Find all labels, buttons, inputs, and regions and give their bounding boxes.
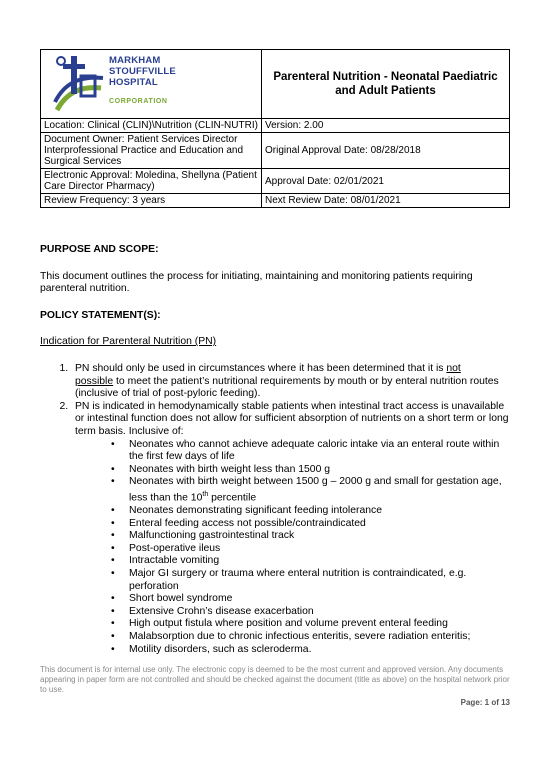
bullet-item: • Post-operative ileus [111, 543, 510, 556]
item2-text: PN is indicated in hemodynamically stable patients when intestinal tract access is unavailable or intestinal function does not allow for sufficient absorption of nutrients on a short term or long term basis. Inclusive of: [75, 400, 509, 437]
item1-text-end: to meet the patient’s nutritional requirements by mouth or by enteral nutrition routes (inclusive of trial of post-pyloric feeding). [75, 375, 499, 400]
document-body [40, 244, 510, 656]
document-title: Parenteral Nutrition - Neonatal Paediatric and Adult Patients [262, 50, 510, 119]
document-footer: This document is for internal use only. The electronic copy is deemed to be the most current and approved version. Any documents appearing in paper form are not controlled and should be checked against the document (title as above) on the hospital network prior to use. [40, 665, 510, 695]
electronic-approval-cell: Electronic Approval: Moledina, Shellyna (Patient Care Director Pharmacy) [41, 169, 262, 194]
item1-underline-not: not [446, 362, 461, 374]
bullet-item: • Short bowel syndrome [111, 593, 510, 606]
bullet-item: • Extensive Crohn’s disease exacerbation [111, 606, 510, 619]
bullet-text-end: percentile [208, 492, 257, 504]
logo-emblem-icon [51, 52, 107, 114]
review-frequency-cell: Review Frequency: 3 years [41, 194, 262, 208]
purpose-heading: PURPOSE AND SCOPE: [40, 244, 159, 255]
bullet-item [111, 476, 510, 505]
bullet-item: • Motility disorders, such as scleroderma. [111, 644, 510, 657]
list-item [71, 401, 510, 656]
bullet-item: • Neonates with birth weight less than 1500 g [111, 464, 510, 477]
owner-cell: Document Owner: Patient Services Director Interprofessional Practice and Education and Surgical Services [41, 133, 262, 169]
logo-cell [41, 50, 262, 119]
superscript: th [202, 490, 209, 498]
policy-subheading: Indication for Parenteral Nutrition (PN) [40, 336, 217, 348]
logo-text-line4: CORPORATION [109, 98, 168, 105]
policy-heading: POLICY STATEMENT(S): [40, 309, 161, 321]
page-number: Page: 1 of 13 [460, 698, 510, 707]
bullet-item: • Malabsorption due to chronic infectious enteritis, severe radiation enteritis; [111, 631, 510, 644]
indication-bullets [75, 439, 510, 657]
next-review-cell: Next Review Date: 08/01/2021 [262, 194, 510, 208]
logo-text-line1: MARKHAM [109, 55, 161, 66]
bullet-item: • Malfunctioning gastrointestinal track [111, 530, 510, 543]
item1-underline-possible: possible [75, 375, 114, 387]
bullet-item: • Intractable vomiting [111, 555, 510, 568]
logo-text-line2: STOUFFVILLE [109, 66, 176, 77]
list-item [71, 363, 510, 401]
logo-text-line3: HOSPITAL [109, 77, 158, 88]
item1-text: PN should only be used in circumstances where it has been determined that it is [75, 362, 447, 374]
hospital-logo [41, 50, 261, 118]
version-cell: Version: 2.00 [262, 119, 510, 133]
bullet-item: • Major GI surgery or trauma where enteral nutrition is contraindicated, e.g. perforation [111, 568, 510, 593]
bullet-text: Neonates with birth weight between 1500 g – 2000 g and small for gestation age, less than the 10 [129, 476, 502, 504]
bullet-item: • Neonates who cannot achieve adequate caloric intake via an enteral route within the first few days of life [111, 439, 510, 464]
bullet-item: • Neonates demonstrating significant feeding intolerance [111, 505, 510, 518]
location-cell: Location: Clinical (CLIN)\Nutrition (CLIN-NUTRI) [41, 119, 262, 133]
document-header-table [40, 49, 510, 208]
indication-list [40, 363, 510, 656]
bullet-item: • Enteral feeding access not possible/contraindicated [111, 518, 510, 531]
approval-date-cell: Approval Date: 02/01/2021 [262, 169, 510, 194]
bullet-item: • High output fistula where position and volume prevent enteral feeding [111, 618, 510, 631]
original-approval-cell: Original Approval Date: 08/28/2018 [262, 133, 510, 169]
purpose-text: This document outlines the process for initiating, maintaining and monitoring patients requiring parenteral nutrition. [40, 270, 473, 295]
